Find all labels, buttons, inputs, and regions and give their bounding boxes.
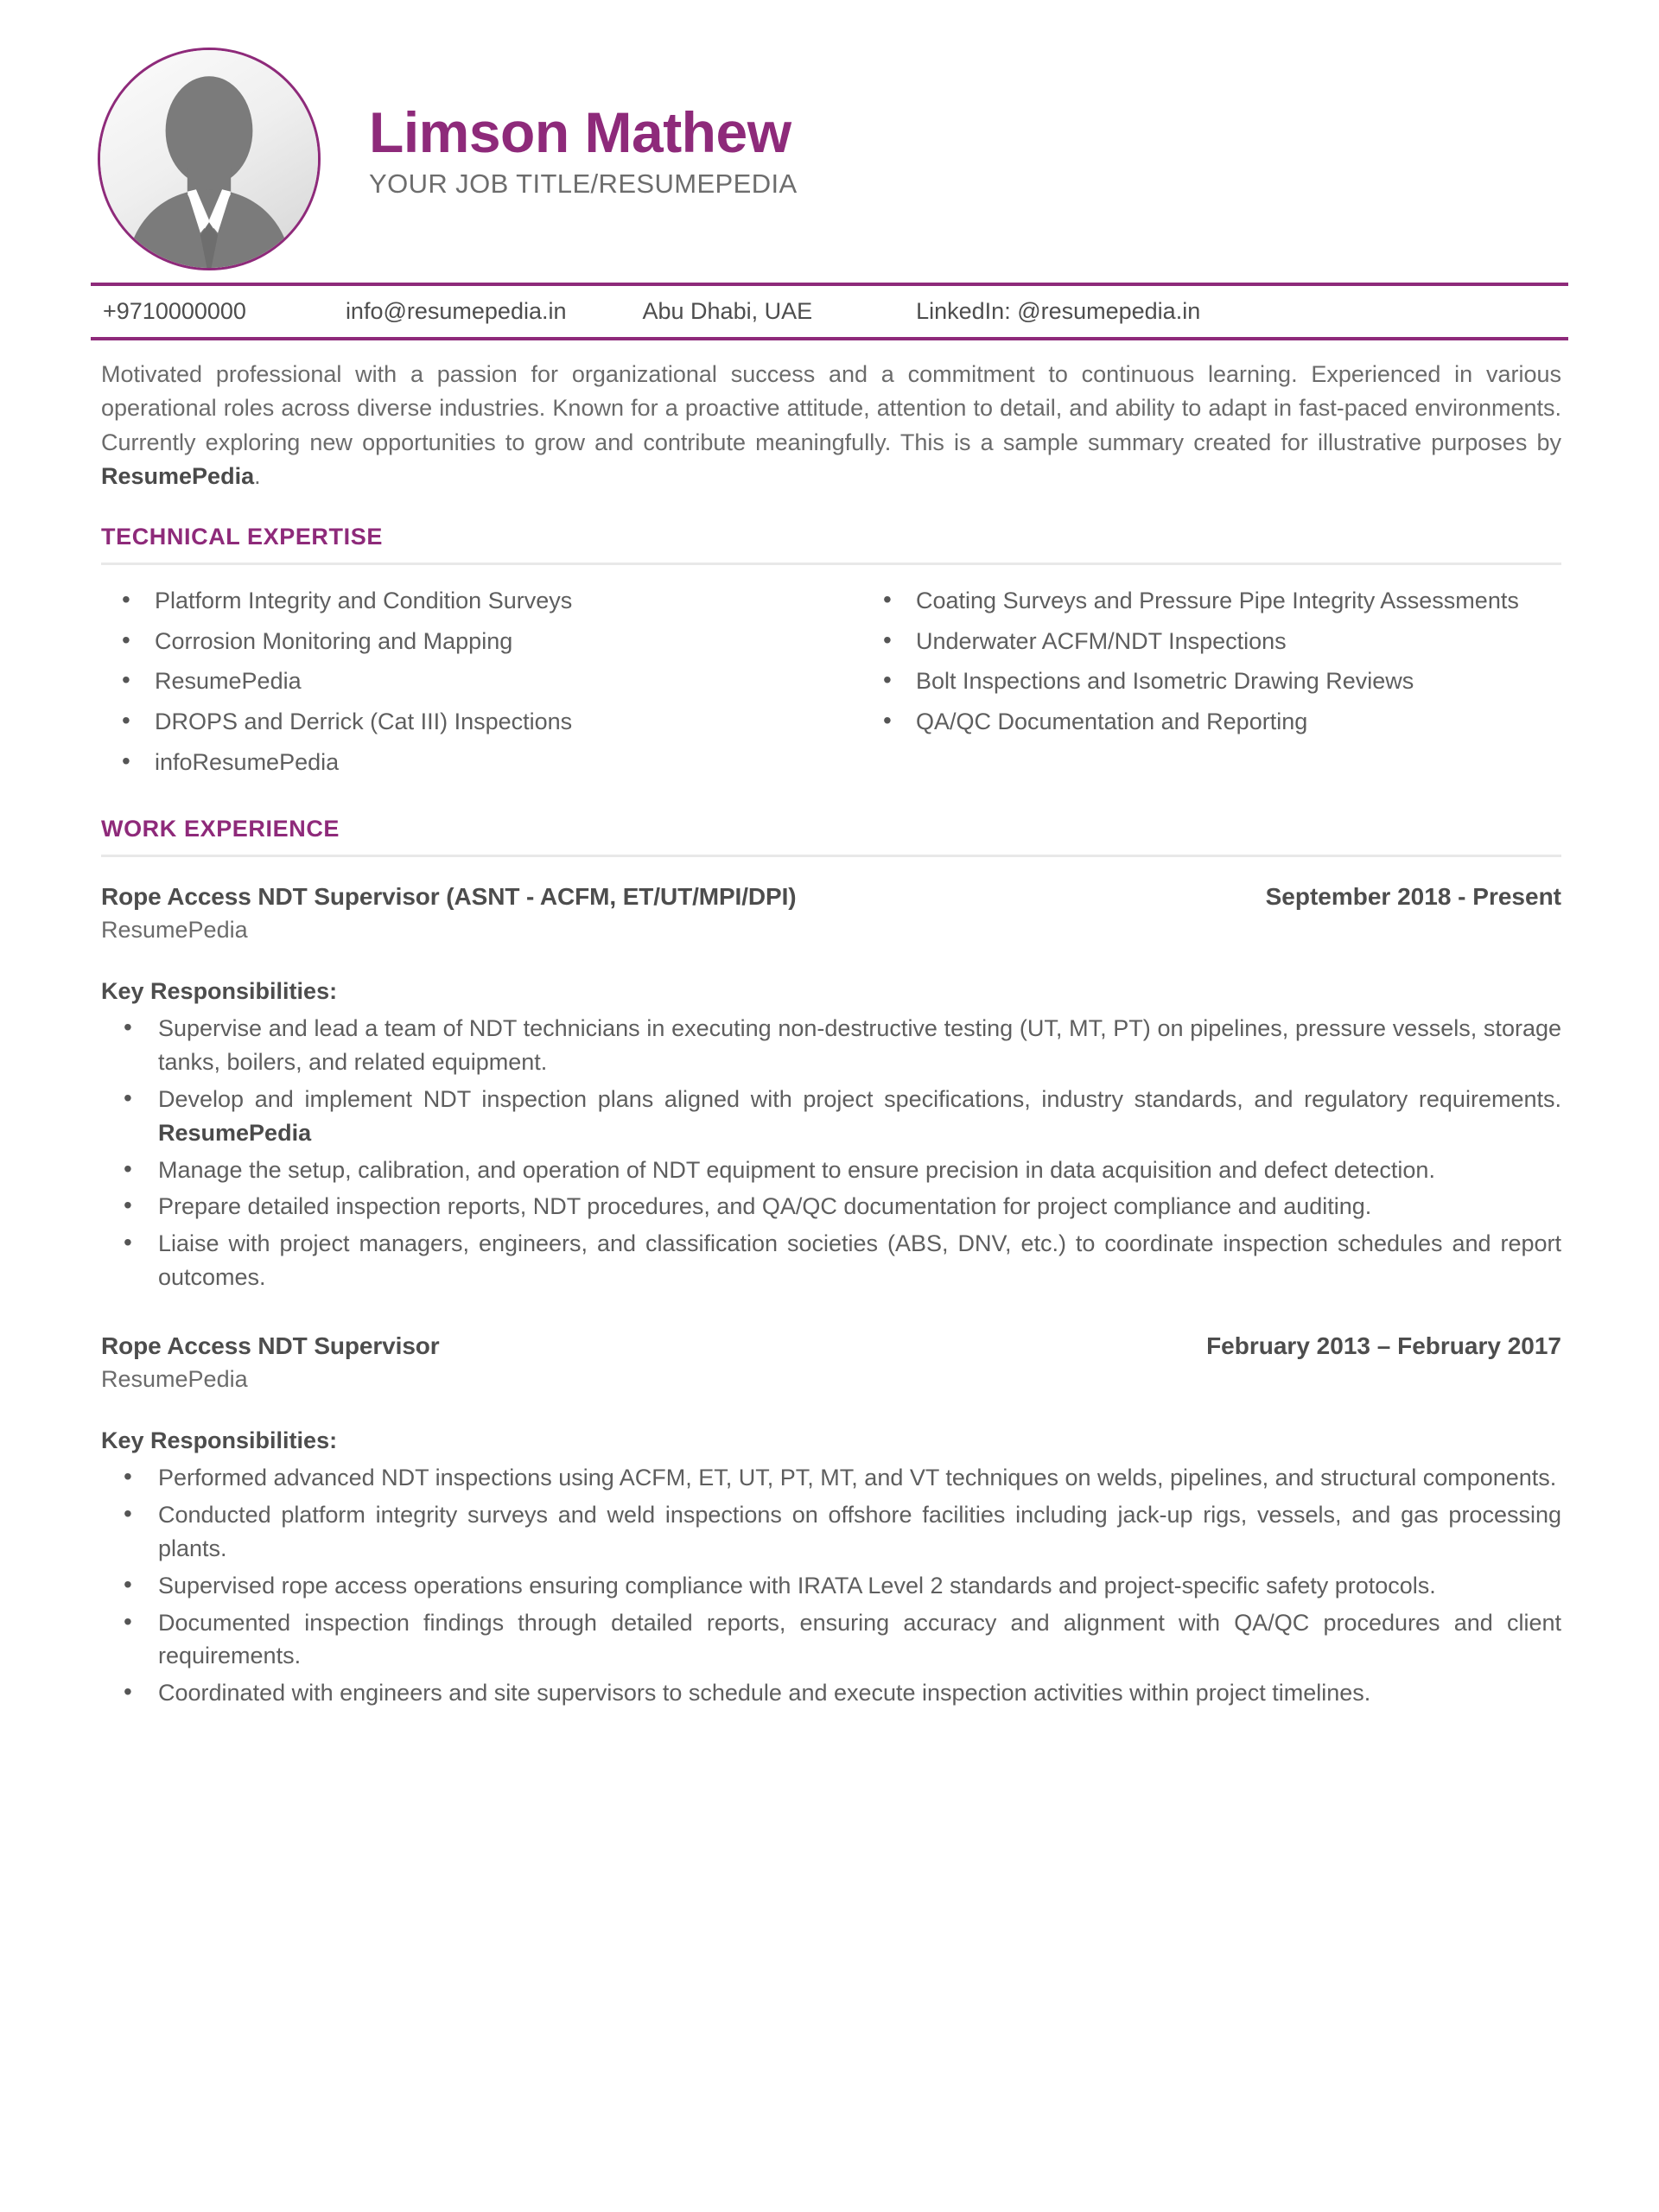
header-text [321,99,798,215]
skills-column-left [101,584,831,786]
list-item: • Manage the setup, calibration, and operation of NDT equipment to ensure precision in data acquisition and defect detection. [101,1154,1561,1187]
list-item: • Underwater ACFM/NDT Inspections [862,625,1561,658]
responsibilities-label: Key Responsibilities: [101,978,338,1004]
skills-column-right [831,584,1561,786]
avatar [98,48,321,270]
section-work-experience-header [91,816,1568,857]
list-item: • DROPS and Derrick (Cat III) Inspections [101,705,831,739]
experience-title-row [101,1332,1561,1360]
list-item: • Conducted platform integrity surveys and weld inspections on offshore facilities including jack-up rigs, vessels, and gas processing plants. [101,1498,1561,1566]
technical-expertise-grid [91,584,1568,786]
summary-text: Motivated professional with a passion for organizational success and a commitment to continuous learning. Experienced in various operational roles across diverse industries. Known for a proactive attitude, attention to detail, and ability to adapt in fast-paced environments. Currently exploring new opportunities to grow and contribute meaningfully. This is a sample summary created for illustrative purposes by [101,361,1561,455]
list-item: • Liaise with project managers, engineers, and classification societies (ABS, DNV, etc.) to coordinate inspection schedules and report outcomes. [101,1227,1561,1294]
contact-bar [91,283,1568,340]
list-item: • Prepare detailed inspection reports, NDT procedures, and QA/QC documentation for project compliance and auditing. [101,1190,1561,1224]
job-role: Rope Access NDT Supervisor (ASNT - ACFM, ET/UT/MPI/DPI) [101,883,797,910]
summary-bold-term: ResumePedia [101,463,255,490]
list-item: • Documented inspection findings through detailed reports, ensuring accuracy and alignment with QA/QC procedures and client requirements. [101,1606,1561,1674]
skills-list-left [101,584,831,779]
section-heading-technical-expertise: TECHNICAL EXPERTISE [101,523,383,550]
job-dates: September 2018 - Present [1265,883,1561,910]
responsibilities-list [101,1012,1561,1294]
contact-linkedin[interactable]: LinkedIn: @resumepedia.in [916,298,1201,324]
list-item: • Coating Surveys and Pressure Pipe Integrity Assessments [862,584,1561,618]
experience-title-row [101,883,1561,911]
responsibilities-list [101,1461,1561,1710]
responsibilities-label: Key Responsibilities: [101,1427,338,1453]
person-silhouette-avatar-icon [100,50,318,268]
contact-phone[interactable]: +9710000000 [103,298,246,324]
section-divider [101,563,1561,565]
list-item: • Bolt Inspections and Isometric Drawing Reviews [862,664,1561,698]
list-item: • Coordinated with engineers and site supervisors to schedule and execute inspection activities within project timelines. [101,1676,1561,1710]
list-item: • Corrosion Monitoring and Mapping [101,625,831,658]
professional-summary [91,358,1568,494]
list-item: • Supervised rope access operations ensuring compliance with IRATA Level 2 standards and project-specific safety protocols. [101,1569,1561,1603]
page-title: Limson Mathew [369,99,791,164]
job-dates: February 2013 – February 2017 [1206,1332,1561,1359]
list-item: • ResumePedia [101,664,831,698]
list-item: • Platform Integrity and Condition Surveys [101,584,831,618]
list-item: • infoResumePedia [101,746,831,779]
list-item: • Supervise and lead a team of NDT technicians in executing non-destructive testing (UT, MT, PT) on pipelines, pressure vessels, storage tanks, boilers, and related equipment. [101,1012,1561,1079]
list-item: • QA/QC Documentation and Reporting [862,705,1561,739]
job-role: Rope Access NDT Supervisor [101,1332,440,1359]
section-technical-expertise-header [91,524,1568,565]
skills-list-right [862,584,1561,740]
job-company: ResumePedia [101,917,248,943]
contact-location: Abu Dhabi, UAE [642,298,813,324]
list-item: • Develop and implement NDT inspection plans aligned with project specifications, industry standards, and regulatory requirements. ResumePedia [101,1083,1561,1150]
experience-entry [91,1332,1568,1710]
list-item: • Performed advanced NDT inspections using ACFM, ET, UT, PT, MT, and VT techniques on welds, pipelines, and structural components. [101,1461,1561,1495]
experience-entry [91,883,1568,1294]
resume-header [91,0,1568,251]
job-company: ResumePedia [101,1366,248,1392]
section-heading-work-experience: WORK EXPERIENCE [101,816,340,842]
contact-email[interactable]: info@resumepedia.in [345,298,567,324]
header-job-title: YOUR JOB TITLE/RESUMEPEDIA [369,168,798,200]
section-divider [101,855,1561,857]
summary-text-end: . [254,463,261,490]
